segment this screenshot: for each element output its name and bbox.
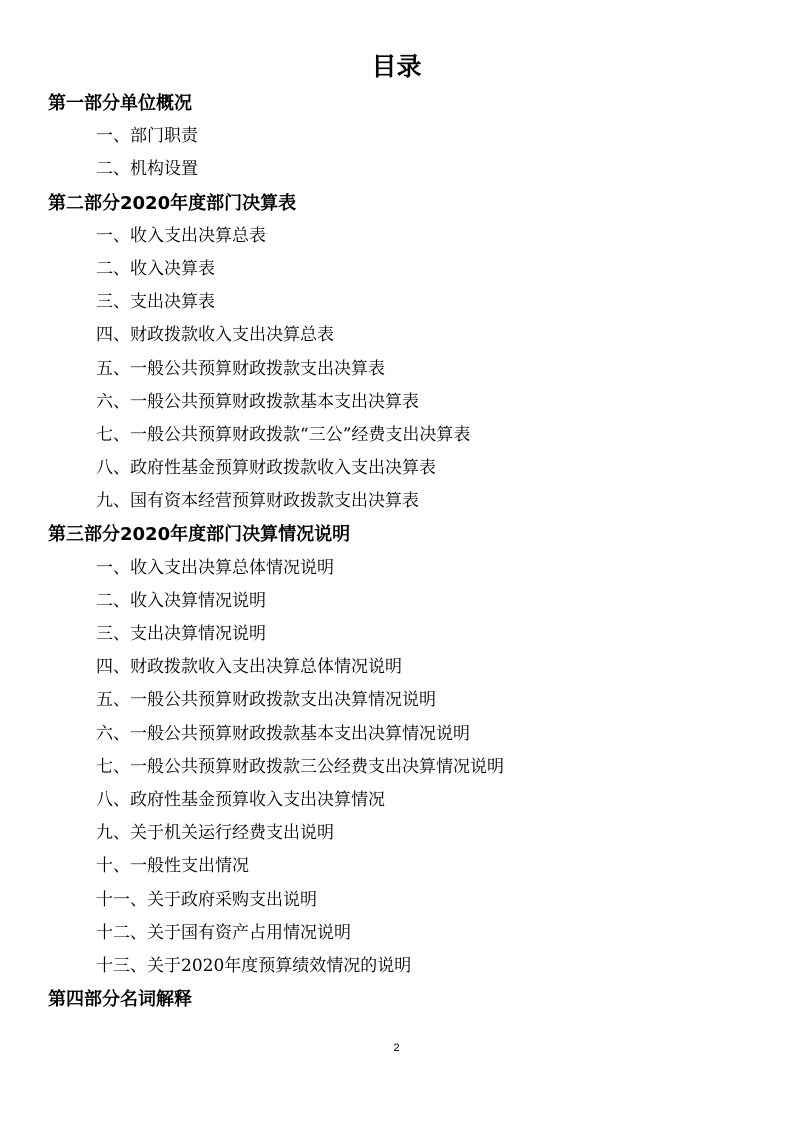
page-title: 目录 xyxy=(371,52,422,81)
toc-entry[interactable]: 八、政府性基金预算财政拨款收入支出决算表 xyxy=(96,458,436,479)
toc-entry[interactable]: 十、一般性支出情况 xyxy=(96,856,249,877)
toc-entry[interactable]: 四、财政拨款收入支出决算总体情况说明 xyxy=(96,657,402,678)
toc-entry[interactable]: 六、一般公共预算财政拨款基本支出决算情况说明 xyxy=(96,723,470,744)
toc-entry[interactable]: 一、收入支出决算总表 xyxy=(96,225,266,246)
toc-entry[interactable]: 六、一般公共预算财政拨款基本支出决算表 xyxy=(96,391,419,412)
toc-entry[interactable]: 九、国有资本经营预算财政拨款支出决算表 xyxy=(96,491,419,512)
toc-entry[interactable]: 二、收入决算情况说明 xyxy=(96,590,266,611)
page-number: 2 xyxy=(393,1042,400,1054)
toc-entry[interactable]: 九、关于机关运行经费支出说明 xyxy=(96,823,334,844)
toc-entry[interactable]: 七、一般公共预算财政拨款三公经费支出决算情况说明 xyxy=(96,756,504,777)
toc-entry[interactable]: 三、支出决算表 xyxy=(96,292,215,313)
toc-entry[interactable]: 一、部门职责 xyxy=(96,126,198,147)
toc-entry[interactable]: 十二、关于国有资产占用情况说明 xyxy=(96,922,351,943)
toc-entry[interactable]: 一、收入支出决算总体情况说明 xyxy=(96,557,334,578)
toc-part-heading[interactable]: 第四部分名词解释 xyxy=(48,989,192,1011)
toc-entry[interactable]: 八、政府性基金预算收入支出决算情况 xyxy=(96,789,385,810)
toc-entry[interactable]: 七、一般公共预算财政拨款“三公”经费支出决算表 xyxy=(96,424,471,445)
toc-part-heading[interactable]: 第三部分2020年度部门决算情况说明 xyxy=(48,524,351,546)
toc-part-heading[interactable]: 第二部分2020年度部门决算表 xyxy=(48,192,297,214)
toc-entry[interactable]: 三、支出决算情况说明 xyxy=(96,624,266,644)
table-of-contents xyxy=(48,87,768,1016)
toc-entry[interactable]: 四、财政拨款收入支出决算总表 xyxy=(96,325,334,346)
toc-entry[interactable]: 十一、关于政府采购支出说明 xyxy=(96,889,317,910)
toc-entry[interactable]: 十三、关于2020年度预算绩效情况的说明 xyxy=(96,955,412,976)
toc-entry[interactable]: 五、一般公共预算财政拨款支出决算情况说明 xyxy=(96,690,436,711)
toc-part-heading[interactable]: 第一部分单位概况 xyxy=(48,93,192,114)
toc-entry[interactable]: 二、机构设置 xyxy=(96,159,198,180)
toc-entry[interactable]: 五、一般公共预算财政拨款支出决算表 xyxy=(96,358,385,379)
toc-entry[interactable]: 二、收入决算表 xyxy=(96,258,215,279)
